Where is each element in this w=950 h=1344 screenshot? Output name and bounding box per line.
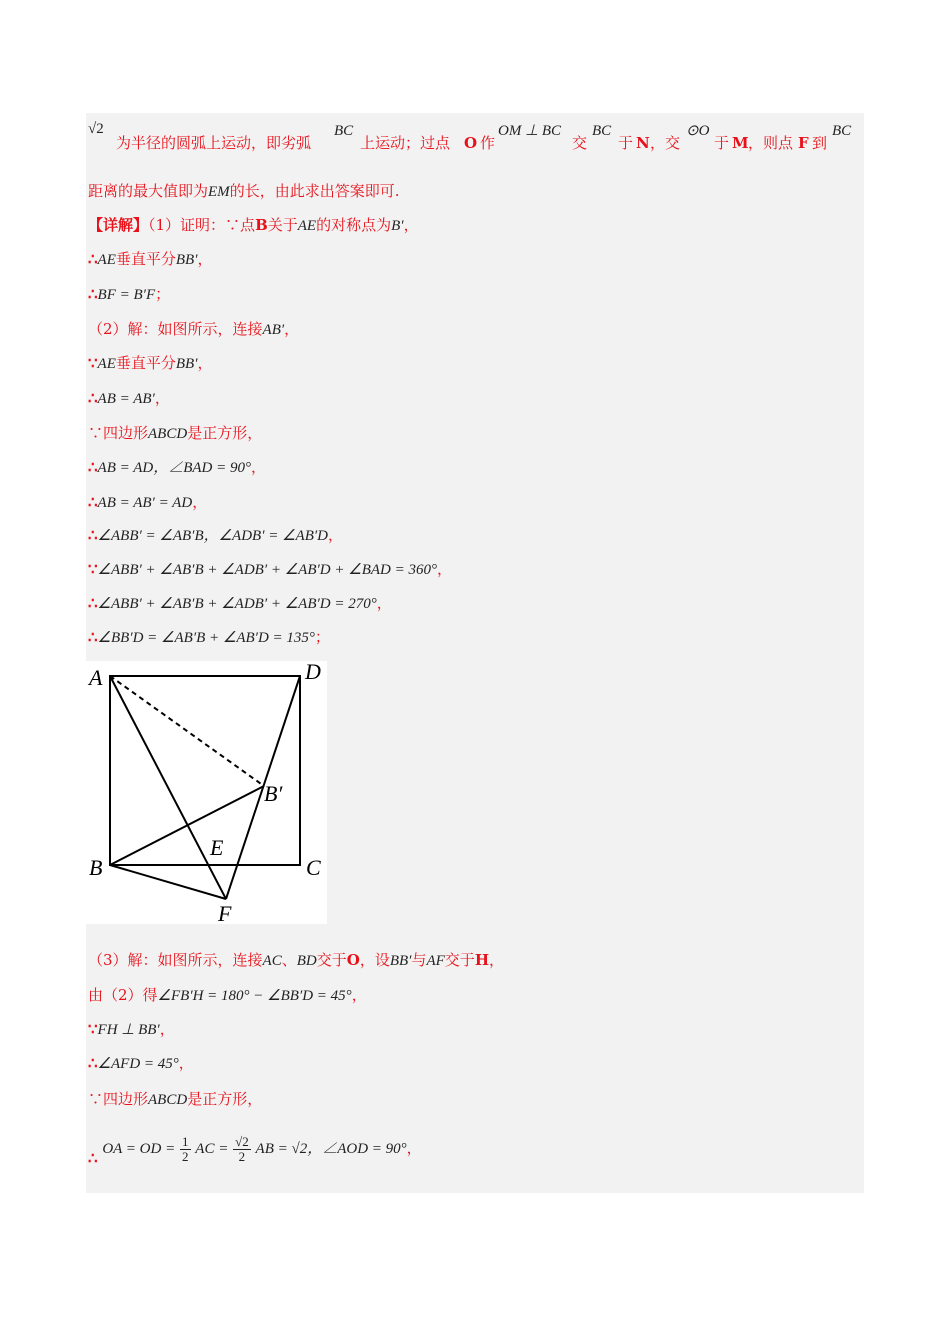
t: 、	[281, 951, 297, 969]
t: 作	[480, 134, 496, 152]
t: OA = OD =	[102, 1141, 176, 1157]
label-e: E	[210, 835, 224, 860]
t: F	[798, 134, 809, 152]
text-line-6	[88, 318, 299, 341]
t: 到	[812, 134, 828, 152]
text-line-16	[88, 949, 504, 972]
text-line-1	[88, 121, 858, 166]
text-line-11	[88, 491, 207, 514]
text-line-19	[88, 1052, 194, 1075]
t: AB = √2，∠AOD = 90°	[255, 1141, 407, 1157]
therefore: ∴	[88, 493, 98, 511]
label-a: A	[89, 665, 103, 690]
text-line-4	[88, 248, 213, 271]
t: （1）证明：∵点	[148, 216, 256, 234]
t: ，	[403, 216, 419, 234]
therefore: ∴	[88, 285, 98, 303]
square-abcd	[110, 676, 300, 865]
numerator: √2	[235, 1133, 249, 1149]
t: （3）解：如图所示，连接	[88, 951, 263, 969]
bc-3: BC	[832, 123, 852, 139]
t: ；	[314, 628, 330, 646]
t: ，	[192, 493, 208, 511]
t: 交于	[316, 951, 347, 969]
text-line-14	[88, 592, 392, 615]
t: BB′	[175, 252, 198, 268]
denominator: 2	[182, 1148, 189, 1164]
t: AB = AD，∠BAD = 90°	[97, 460, 251, 476]
t: 由（2）得	[88, 986, 158, 1004]
t: ，	[436, 560, 452, 578]
text-line-21	[88, 1126, 422, 1170]
therefore: ∴	[88, 628, 98, 646]
label-d: D	[305, 661, 321, 684]
text-line-5	[88, 283, 170, 306]
t: 关于	[267, 216, 298, 234]
t: ∠ABB′ = ∠AB′B，∠ADB′ = ∠AB′D	[97, 528, 328, 544]
t: ∠ABB′ + ∠AB′B + ∠ADB′ + ∠AB′D + ∠BAD = 360°	[97, 562, 437, 578]
text-line-18	[88, 1018, 175, 1041]
text-line-20	[88, 1088, 262, 1111]
geometry-figure	[86, 661, 327, 924]
t: BF = B′F	[97, 287, 156, 303]
t: AC	[262, 953, 282, 969]
t: H	[474, 951, 489, 969]
text-line-12	[88, 524, 343, 547]
sqrt2: √2	[88, 121, 104, 137]
solution-panel	[86, 113, 864, 1193]
text-line-9	[88, 422, 262, 445]
t: ∠ABB′ + ∠AB′B + ∠ADB′ + ∠AB′D = 270°	[97, 596, 377, 612]
text-line-3	[88, 214, 419, 237]
t: ，	[351, 986, 367, 1004]
t: 距离的最大值即为	[88, 182, 209, 200]
denominator: 2	[238, 1148, 246, 1164]
therefore: ∴	[88, 458, 98, 476]
t: O	[464, 134, 478, 152]
t: ，则点	[748, 134, 794, 152]
t: 为半径的圆弧上运动，即劣弧	[116, 134, 312, 152]
t: AE	[97, 356, 116, 372]
text-line-7	[88, 352, 213, 375]
therefore: ∴	[88, 389, 98, 407]
t: ，	[178, 1054, 194, 1072]
t: AF	[426, 953, 445, 969]
t: EM	[208, 184, 230, 200]
t: ABCD	[148, 1092, 188, 1108]
label-b: B	[89, 855, 103, 880]
segment-abp-dashed	[110, 676, 264, 786]
detail-heading: 【详解】	[88, 216, 149, 234]
fraction-sqrt2-half	[233, 1135, 251, 1164]
therefore: ∴	[88, 1149, 98, 1167]
t: 上运动；过点	[360, 134, 451, 152]
t: ，	[284, 320, 300, 338]
circle-o: ⊙O	[686, 123, 710, 139]
t: ∠AFD = 45°	[97, 1056, 179, 1072]
t: FH ⊥ BB′	[97, 1022, 160, 1038]
t: 于	[618, 134, 634, 152]
t: 垂直平分	[115, 250, 176, 268]
t: ，	[197, 250, 213, 268]
om-perp-bc: OM ⊥ BC	[498, 123, 562, 139]
text-line-13	[88, 558, 452, 581]
t: 垂直平分	[115, 354, 176, 372]
arc-bc-2: BC	[592, 123, 612, 139]
t: ∠FB′H = 180° − ∠BB′D = 45°	[157, 988, 352, 1004]
t: M	[732, 134, 749, 152]
t: 交于	[444, 951, 475, 969]
therefore: ∴	[88, 594, 98, 612]
t: ，	[251, 458, 267, 476]
because: ∵	[88, 354, 98, 372]
label-c: C	[306, 855, 321, 880]
therefore: ∴	[88, 1054, 98, 1072]
because: ∵	[88, 560, 98, 578]
label-bprime: B′	[264, 781, 283, 806]
t: 与	[411, 951, 427, 969]
t: ，	[197, 354, 213, 372]
t: ，	[489, 951, 505, 969]
t: BD	[296, 953, 317, 969]
t: ，	[328, 526, 344, 544]
t: 交	[572, 134, 588, 152]
t: ，	[406, 1139, 422, 1157]
text-line-15	[88, 626, 330, 649]
t: 的长，由此求出答案即可.	[229, 182, 400, 200]
t: AE	[297, 218, 317, 234]
text-line-10	[88, 456, 266, 479]
t: B′	[391, 218, 404, 234]
because: ∵	[88, 1020, 98, 1038]
text-line-2	[88, 180, 399, 203]
t: AB = AB′	[97, 391, 155, 407]
segment-bf	[110, 865, 226, 899]
t: O	[346, 951, 360, 969]
t: ∵四边形	[88, 424, 149, 442]
t: ，	[154, 389, 170, 407]
numerator: 1	[182, 1133, 189, 1149]
t: AE	[97, 252, 116, 268]
text-line-8	[88, 387, 170, 410]
t: ；	[155, 285, 171, 303]
t: ABCD	[148, 426, 188, 442]
t: 是正方形，	[187, 1090, 263, 1108]
t: AB′	[262, 322, 285, 338]
t: ，设	[359, 951, 390, 969]
t: ∠BB′D = ∠AB′B + ∠AB′D = 135°	[97, 630, 315, 646]
t: ，交	[650, 134, 681, 152]
t: 于	[714, 134, 730, 152]
t: （2）解：如图所示，连接	[88, 320, 263, 338]
t: N	[636, 134, 650, 152]
t: B	[255, 216, 268, 234]
t: BB′	[389, 953, 412, 969]
arc-bc: BC	[334, 123, 354, 139]
t: AB = AB′ = AD	[97, 495, 193, 511]
square-diagram	[86, 661, 327, 924]
label-f: F	[218, 901, 232, 924]
t: 是正方形，	[187, 424, 263, 442]
therefore: ∴	[88, 526, 98, 544]
t: BB′	[175, 356, 198, 372]
t: 的对称点为	[316, 216, 392, 234]
therefore: ∴	[88, 250, 98, 268]
t: ，	[159, 1020, 175, 1038]
t: ∵四边形	[88, 1090, 149, 1108]
text-line-17	[88, 984, 367, 1007]
t: AC =	[195, 1141, 229, 1157]
fraction-half	[180, 1135, 191, 1164]
t: ，	[376, 594, 392, 612]
